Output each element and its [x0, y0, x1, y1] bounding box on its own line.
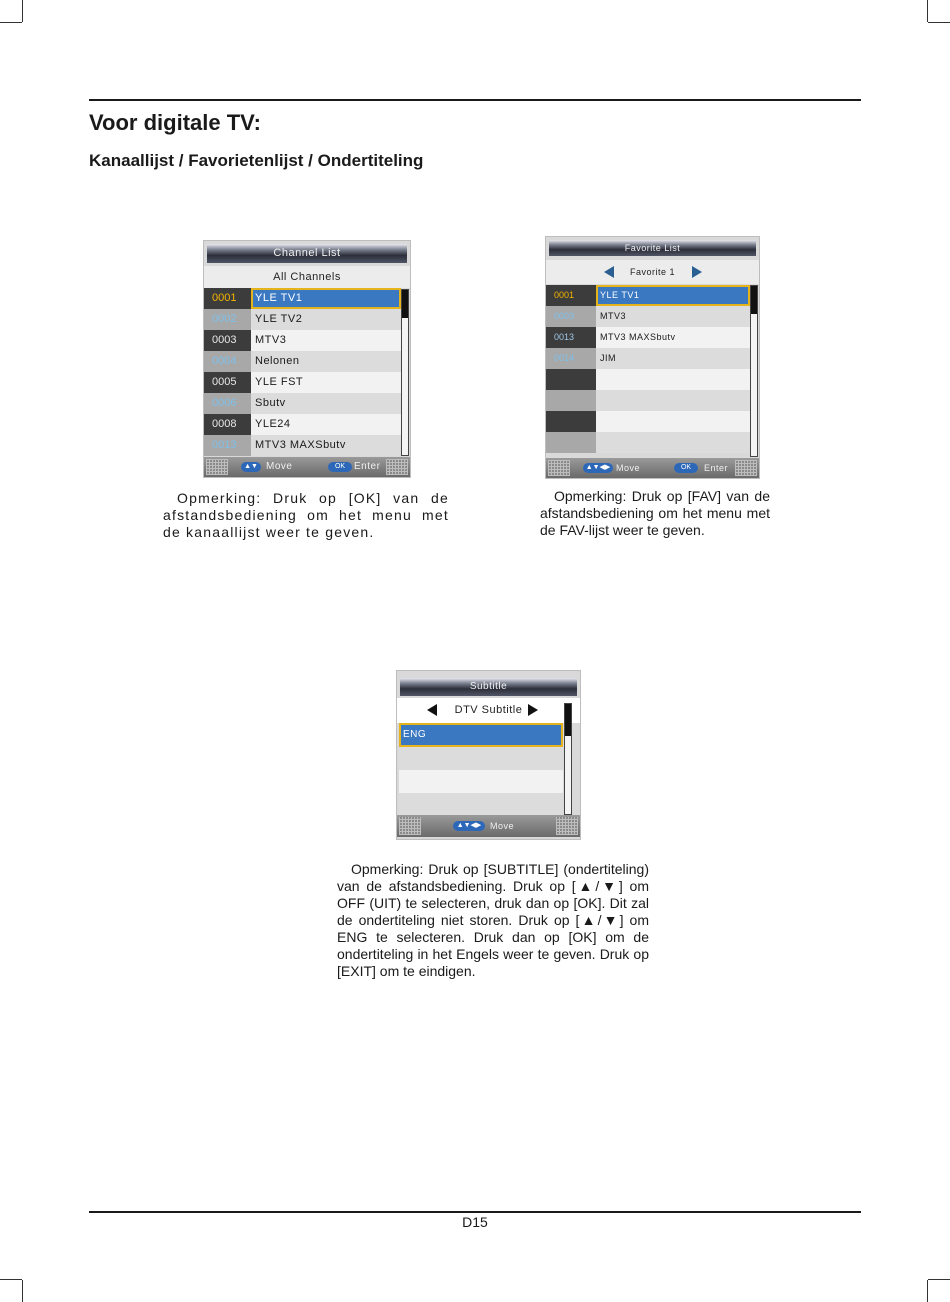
scroll-thumb[interactable] — [565, 704, 571, 736]
move-label: Move — [490, 821, 515, 831]
favorite-row[interactable] — [546, 285, 750, 306]
up-down-arrows-icon: ▲▼ — [241, 462, 261, 472]
channel-number: 0005 — [204, 372, 251, 393]
subtitle-mode-label: DTV Subtitle — [454, 704, 523, 716]
ok-key-icon: OK — [328, 462, 352, 472]
channel-list-panel — [203, 240, 411, 478]
scroll-thumb[interactable] — [751, 286, 757, 314]
subtitle-scrollbar[interactable] — [564, 703, 572, 815]
grip-icon — [735, 460, 757, 476]
favorite-list-note: Opmerking: Druk op [FAV] van de afstandsbediening om het menu met de FAV-lijst weer te geven. — [540, 488, 770, 538]
crop-mark — [22, 1280, 23, 1302]
subtitle-panel — [396, 670, 581, 840]
channel-row[interactable] — [204, 393, 401, 414]
grip-icon — [399, 817, 421, 835]
channel-row[interactable] — [204, 414, 401, 435]
channel-number: 0013 — [546, 327, 596, 348]
favorite-group-label: Favorite 1 — [629, 267, 676, 277]
chevron-right-icon[interactable] — [692, 266, 702, 278]
channel-row[interactable] — [204, 351, 401, 372]
channel-list-title: Channel List — [207, 244, 407, 263]
channel-number: 0001 — [204, 288, 251, 309]
favorite-list-scrollbar[interactable] — [750, 285, 758, 457]
move-label: Move — [616, 463, 641, 473]
channel-name: YLE FST — [251, 372, 401, 393]
subtitle-title: Subtitle — [400, 678, 577, 696]
channel-number: 0008 — [204, 414, 251, 435]
channel-name: YLE TV1 — [596, 285, 750, 306]
page-number: D15 — [462, 1214, 488, 1230]
channel-row[interactable] — [204, 330, 401, 351]
channel-number: 0001 — [546, 285, 596, 306]
channel-row[interactable] — [204, 309, 401, 330]
favorite-group-selector[interactable] — [546, 260, 759, 284]
crop-mark — [927, 1280, 928, 1302]
channel-number: 0004 — [204, 351, 251, 372]
empty-row — [399, 770, 563, 793]
empty-row — [399, 747, 563, 770]
channel-name: MTV3 — [596, 306, 750, 327]
crop-mark — [928, 22, 950, 23]
empty-row — [546, 390, 750, 411]
channel-list-filter: All Channels — [204, 266, 410, 288]
crop-mark — [0, 1279, 22, 1280]
channel-name: Sbutv — [251, 393, 401, 414]
empty-row — [546, 369, 750, 390]
subtitle-language: ENG — [399, 723, 563, 747]
grip-icon — [206, 459, 228, 475]
crop-mark — [928, 1279, 950, 1280]
subtitle-selector[interactable] — [397, 698, 580, 723]
channel-name: YLE TV2 — [251, 309, 401, 330]
subtitle-language-row[interactable] — [399, 723, 563, 744]
ok-key-icon: OK — [674, 463, 698, 473]
favorite-row[interactable] — [546, 348, 750, 369]
enter-label: Enter — [704, 463, 729, 473]
channel-name: JIM — [596, 348, 750, 369]
favorite-list-panel — [545, 236, 760, 479]
channel-number: 0002 — [204, 309, 251, 330]
scroll-thumb[interactable] — [402, 290, 408, 318]
channel-number: 0003 — [546, 306, 596, 327]
channel-name: MTV3 MAXSbutv — [251, 435, 401, 456]
chevron-left-icon[interactable] — [427, 704, 437, 716]
channel-list-note: Opmerking: Druk op [OK] van de afstandsbediening om het menu met de kanaallijst weer te geven. — [163, 490, 449, 540]
page-heading: Voor digitale TV: — [89, 110, 261, 135]
chevron-left-icon[interactable] — [604, 266, 614, 278]
channel-name: MTV3 MAXSbutv — [596, 327, 750, 348]
favorite-list-title: Favorite List — [549, 240, 756, 256]
grip-icon — [548, 460, 570, 476]
empty-row — [399, 793, 563, 816]
empty-row — [546, 411, 750, 432]
enter-label: Enter — [354, 461, 381, 472]
move-label: Move — [266, 461, 293, 472]
channel-list-footer — [204, 457, 410, 477]
channel-name: MTV3 — [251, 330, 401, 351]
channel-row[interactable] — [204, 288, 401, 309]
favorite-row[interactable] — [546, 327, 750, 348]
top-rule — [89, 99, 861, 101]
chevron-right-icon[interactable] — [528, 704, 538, 716]
crop-mark — [927, 0, 928, 22]
subtitle-note: Opmerking: Druk op [SUBTITLE] (ondertiteling) van de afstandsbediening. Druk op [▲/▼] om OFF (UIT) te selecteren, druk dan op [OK]. Dit zal de ondertiteling niet storen. Druk op [▲/▼] om ENG te selecteren. Druk dan op [OK] om de ondertiteling in het Engels weer te geven. Druk op [EXIT] om te eindigen. — [337, 861, 649, 979]
channel-number: 0013 — [204, 435, 251, 456]
section-heading: Kanaallijst / Favorietenlijst / Ondertiteling — [89, 151, 424, 170]
channel-name: YLE TV1 — [251, 288, 401, 309]
channel-number: 0003 — [204, 330, 251, 351]
subtitle-footer — [397, 815, 580, 837]
favorite-row[interactable] — [546, 306, 750, 327]
navigation-arrows-icon: ▲▼◀▶ — [453, 821, 485, 831]
channel-name: Nelonen — [251, 351, 401, 372]
channel-row[interactable] — [204, 435, 401, 456]
bottom-rule — [89, 1211, 861, 1213]
grip-icon — [386, 459, 408, 475]
channel-number: 0014 — [546, 348, 596, 369]
channel-row[interactable] — [204, 372, 401, 393]
empty-row — [546, 432, 750, 453]
channel-number: 0006 — [204, 393, 251, 414]
crop-mark — [0, 22, 22, 23]
channel-list-scrollbar[interactable] — [401, 289, 409, 456]
channel-name: YLE24 — [251, 414, 401, 435]
favorite-list-footer — [546, 458, 759, 478]
crop-mark — [22, 0, 23, 22]
navigation-arrows-icon: ▲▼◀▶ — [583, 463, 613, 473]
grip-icon — [556, 817, 578, 835]
